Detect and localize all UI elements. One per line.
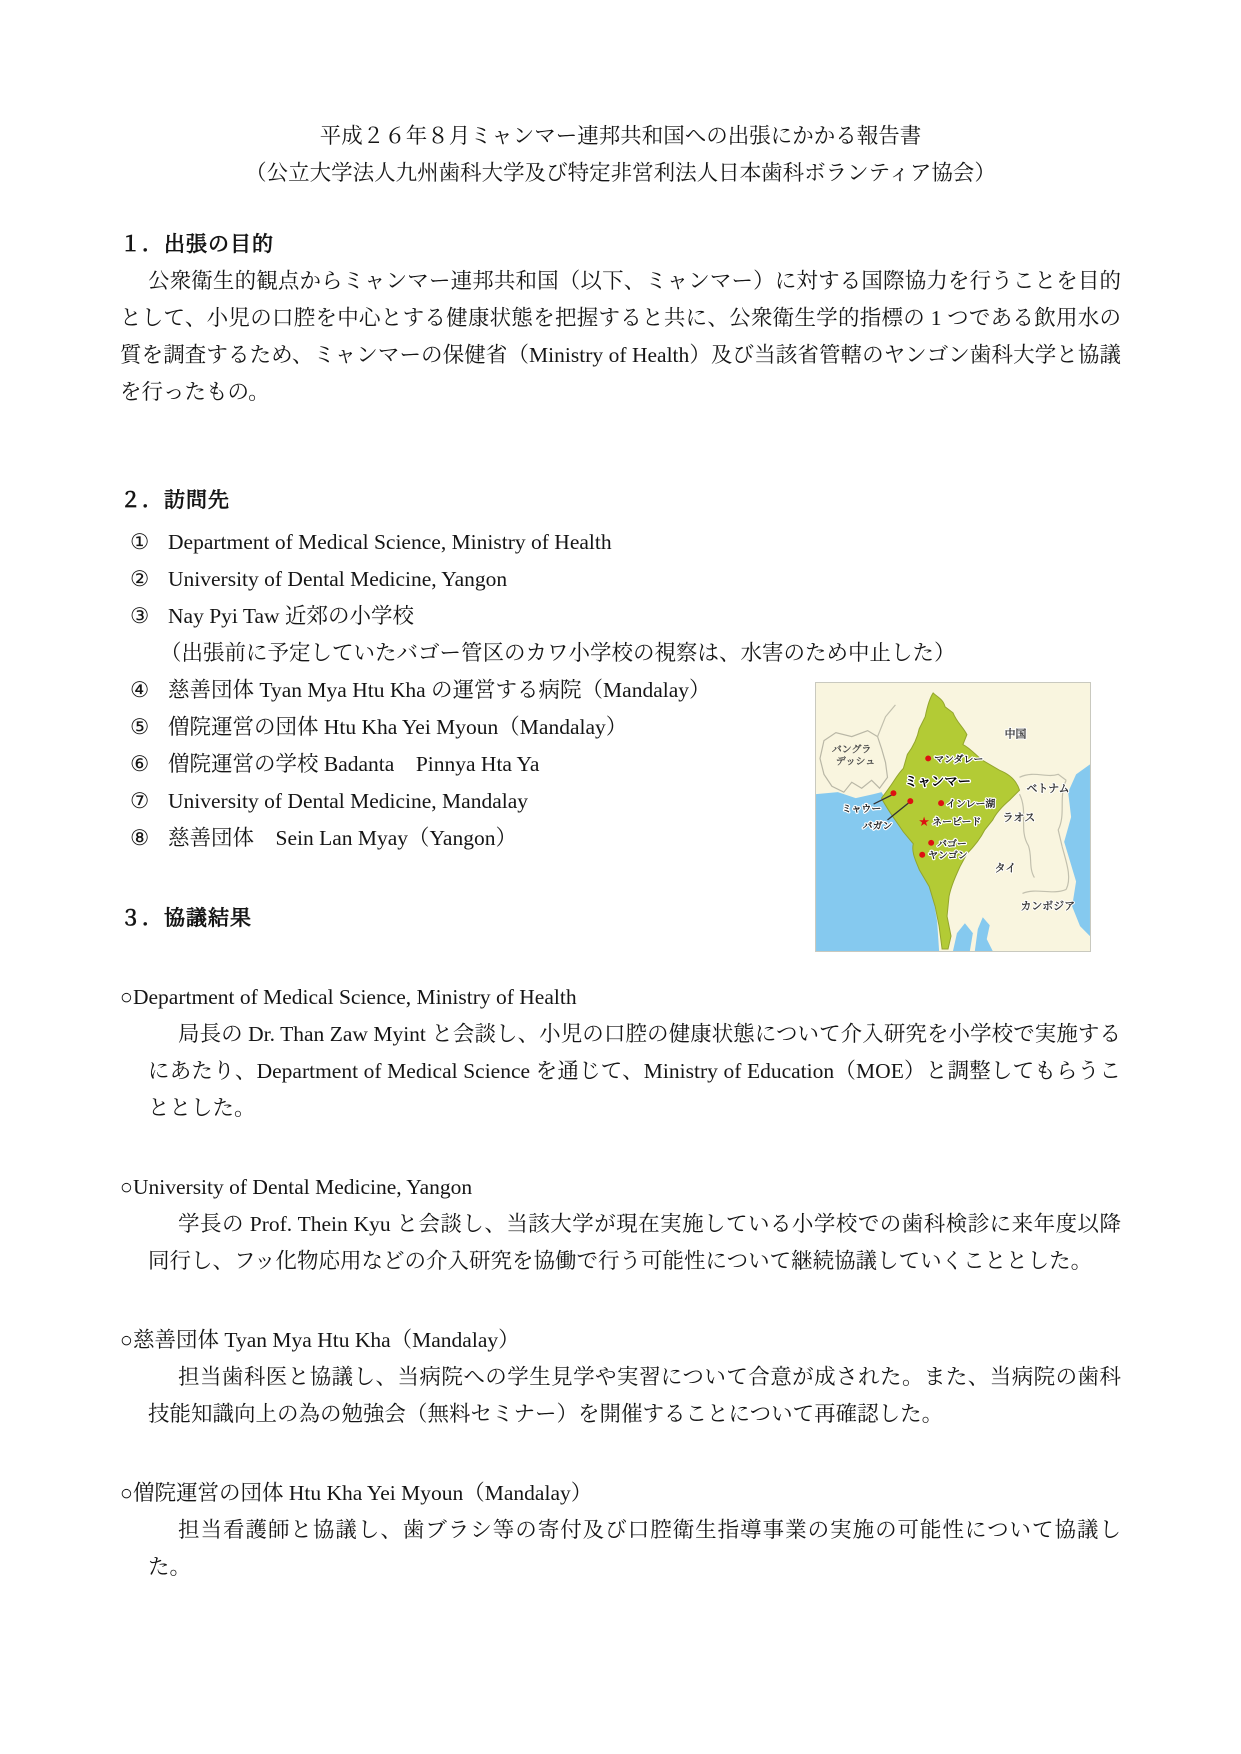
section-purpose-body: 公衆衛生的観点からミャンマー連邦共和国（以下、ミャンマー）に対する国際協力を行うことを目的として、小児の口腔を中心とする健康状態を把握すると共に、公衆衛生学的指標の 1 つである飲用水の質を調査するため、ミャンマーの保健省（Ministry of Health）及び当該省管轄のヤンゴン歯科大学と協議を行ったもの。	[120, 269, 1121, 404]
map-dot-bago	[928, 840, 934, 846]
section-results-heading: ３．協議結果	[120, 907, 252, 930]
list-item	[120, 524, 1121, 561]
map-label-cambodia: カンボジア	[1020, 900, 1076, 913]
list-item-note	[120, 635, 1121, 672]
result-entry-title: ○僧院運営の団体 Htu Kha Yei Myoun（Mandalay）	[120, 1481, 593, 1505]
map-dot-inle-lake	[938, 800, 944, 806]
page-subtitle: （公立大学法人九州歯科大学及び特定非営利法人日本歯科ボランティア協会）	[245, 161, 996, 185]
map-label-myanmar: ミャンマー	[904, 774, 972, 790]
page-title: 平成２６年８月ミャンマー連邦共和国への出張にかかる報告書	[319, 124, 922, 148]
list-item-text: 慈善団体 Tyan Mya Htu Kha の運営する病院（Mandalay）	[168, 678, 711, 702]
section-purpose-heading: １．出張の目的	[120, 233, 274, 256]
result-entry	[120, 1322, 1121, 1433]
map-label-bago: バゴー	[937, 838, 967, 850]
map-label-thailand: タイ	[994, 862, 1017, 875]
map-label-bangladesh: バングラ	[831, 744, 872, 756]
map-dot-mrauk-u	[890, 790, 896, 796]
result-entry-body: 学長の Prof. Thein Kyu と会談し、当該大学が現在実施している小学校での歯科検診に来年度以降同行し、フッ化物応用などの介入研究を協働で行う可能性について継続協議していくこととした。	[148, 1212, 1121, 1273]
map-label-yangon: ヤンゴン	[928, 850, 968, 862]
map-dot-bagan	[907, 798, 913, 804]
map-star-naypyidaw: ★	[918, 814, 930, 829]
map-label-bagan: バガン	[862, 820, 893, 832]
map-label-bangladesh-2: デッシュ	[835, 756, 876, 768]
list-item	[120, 598, 1121, 635]
map-label-vietnam: ベトナム	[1026, 783, 1070, 796]
myanmar-map-svg	[816, 683, 1090, 951]
section-visits-heading: ２．訪問先	[120, 489, 230, 512]
myanmar-map-image	[815, 682, 1091, 952]
list-item-marker: ⑤	[130, 715, 150, 739]
map-label-inle-lake: インレー湖	[946, 799, 996, 811]
result-entry-title: ○University of Dental Medicine, Yangon	[120, 1175, 473, 1199]
list-item-text: 慈善団体 Sein Lan Myay（Yangon）	[168, 826, 517, 850]
map-label-naypyidaw: ネーピード	[932, 816, 982, 828]
map-dot-mandalay	[925, 755, 931, 761]
result-entry-body: 担当歯科医と協議し、当病院への学生見学や実習について合意が成された。また、当病院の歯科技能知識向上の為の勉強会（無料セミナー）を開催することについて再確認した。	[148, 1365, 1121, 1426]
result-entry	[120, 979, 1121, 1127]
result-entry-title: ○Department of Medical Science, Ministry of Health	[120, 985, 577, 1009]
map-label-laos: ラオス	[1002, 811, 1036, 824]
result-entry-body: 局長の Dr. Than Zaw Myint と会談し、小児の口腔の健康状態について介入研究を小学校で実施するにあたり、Department of Medical Science を通じて、Ministry of Education（MOE）と調整してもらうこととした。	[148, 1022, 1121, 1120]
map-dot-yangon	[919, 852, 925, 858]
list-item-marker: ③	[130, 604, 150, 628]
result-entry	[120, 1169, 1121, 1280]
result-entry-title: ○慈善団体 Tyan Mya Htu Kha（Mandalay）	[120, 1328, 520, 1352]
map-label-mandalay: マンダレー	[934, 754, 984, 766]
list-item	[120, 561, 1121, 598]
list-item-text: （出張前に予定していたバゴー管区のカワ小学校の視察は、水害のため中止した）	[160, 641, 956, 665]
list-item-text: 僧院運営の学校 Badanta Pinnya Hta Ya	[168, 752, 540, 776]
list-item-text: 僧院運営の団体 Htu Kha Yei Myoun（Mandalay）	[168, 715, 628, 739]
list-item-marker: ④	[130, 678, 150, 702]
list-item-text: Department of Medical Science, Ministry of Health	[168, 530, 612, 554]
list-item-text: Nay Pyi Taw 近郊の小学校	[168, 604, 414, 628]
list-item-marker: ②	[130, 567, 150, 591]
map-label-mrauk-u: ミャウー	[841, 804, 882, 816]
result-entry-body: 担当看護師と協議し、歯ブラシ等の寄付及び口腔衛生指導事業の実施の可能性について協議した。	[148, 1518, 1121, 1579]
list-item-marker: ⑧	[130, 826, 150, 850]
list-item-marker: ①	[130, 530, 150, 554]
list-item-marker: ⑦	[130, 789, 150, 813]
result-entry	[120, 1475, 1121, 1586]
list-item-text: University of Dental Medicine, Mandalay	[168, 789, 529, 813]
map-label-china: 中国	[1004, 728, 1027, 741]
list-item-marker: ⑥	[130, 752, 150, 776]
list-item-text: University of Dental Medicine, Yangon	[168, 567, 508, 591]
